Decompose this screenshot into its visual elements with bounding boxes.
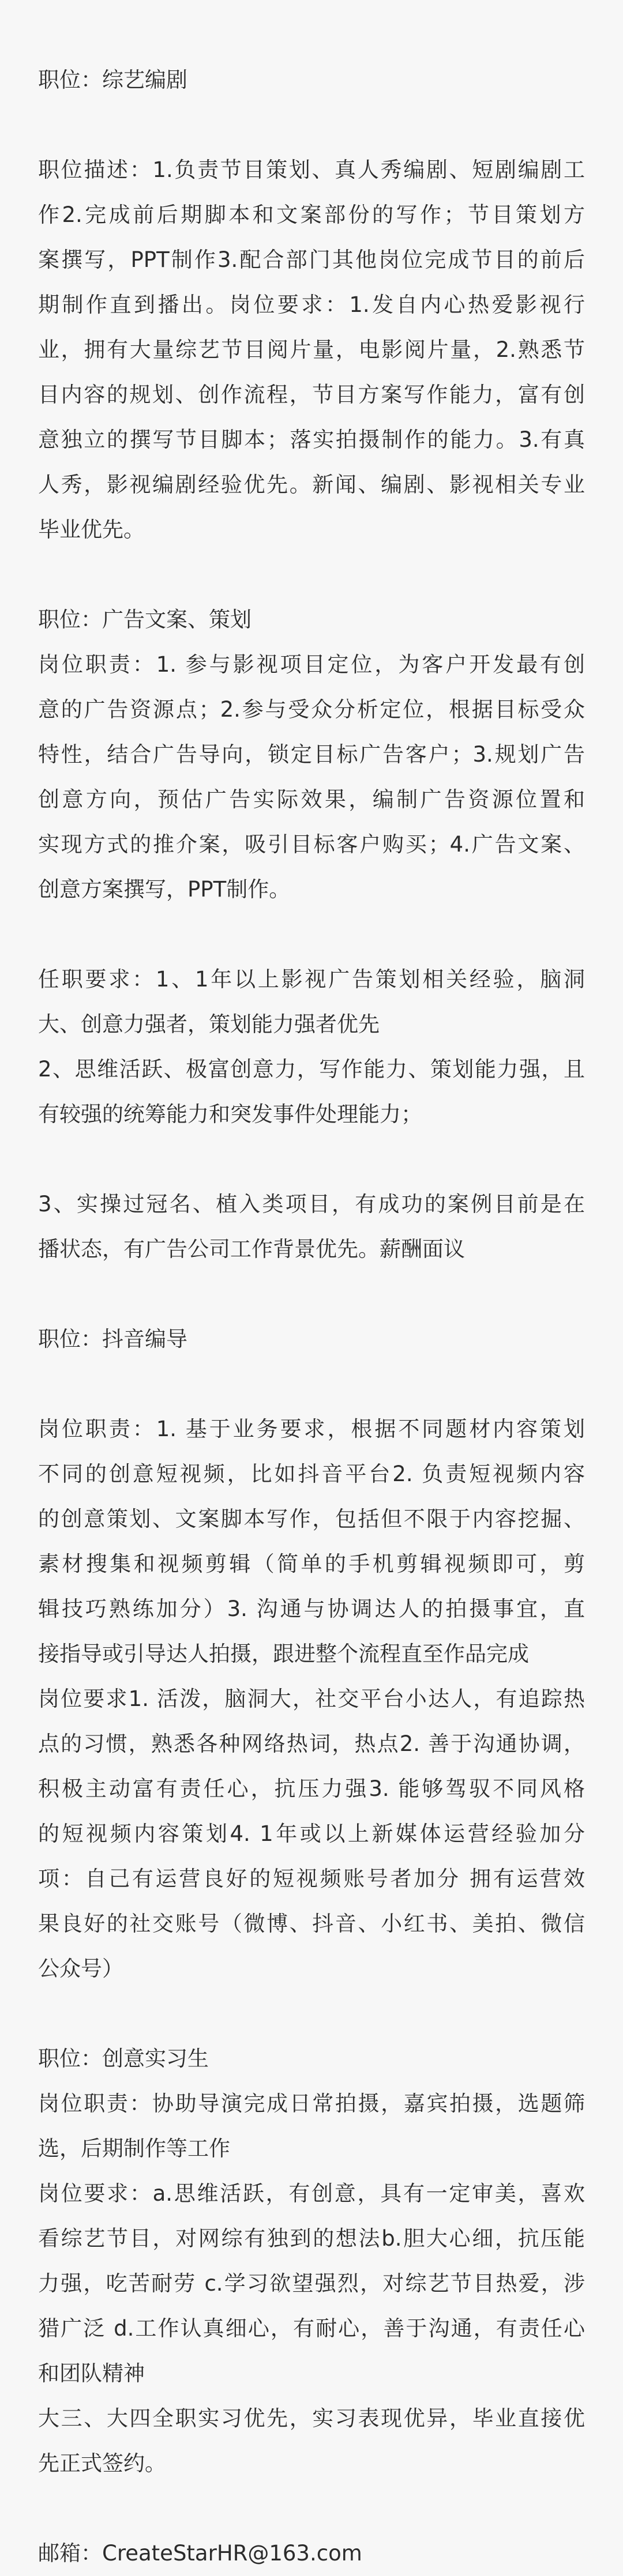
text-line: 案撰写，PPT制作3.配合部门其他岗位完成节目的前后 [38,247,585,272]
text-line: 岗位要求1. 活泼，脑洞大，社交平台小达人，有追踪热 [38,1686,585,1711]
text-line: 特性，结合广告导向，锁定目标广告客户；3.规划广告 [38,742,585,767]
text-line: 点的习惯，熟悉各种网络热词，热点2. 善于沟通协调， [38,1731,585,1756]
paragraph-gap [38,1272,585,1317]
text-line: 邮箱：CreateStarHR@163.com [38,2541,362,2566]
text-line: 职位：广告文案、策划 [38,607,252,632]
text-line: 猎广泛 d.工作认真细心，有耐心，善于沟通，有责任心 [38,2316,585,2341]
text-line: 职位：抖音编导 [38,1327,187,1351]
text-line: 创意方向，预估广告实际效果，编制广告资源位置和 [38,787,585,812]
text-line: 意独立的撰写节目脚本；落实拍摄制作的能力。3.有真 [38,427,585,452]
text-line: 果良好的社交账号（微博、抖音、小红书、美拍、微信 [38,1911,585,1936]
text-line: 岗位职责：1. 基于业务要求，根据不同题材内容策划 [38,1417,585,1441]
text-line: 公众号） [38,1956,123,1981]
text-line: 辑技巧熟练加分）3. 沟通与协调达人的拍摄事宜，直 [38,1596,585,1621]
paragraph-gap [38,2486,585,2531]
text-line: 期制作直到播出。岗位要求：1.发自内心热爱影视行 [38,292,585,317]
text-line: 职位：创意实习生 [38,2046,209,2071]
text-line: 岗位要求：a.思维活跃，有创意，具有一定审美，喜欢 [38,2181,585,2206]
text-line: 大三、大四全职实习优先，实习表现优异，毕业直接优 [38,2406,585,2431]
paragraph-gap [38,103,585,148]
text-line: 素材搜集和视频剪辑（简单的手机剪辑视频即可，剪 [38,1551,585,1576]
text-line: 选，后期制作等工作 [38,2136,230,2161]
text-line: 作2.完成前后期脚本和文案部份的写作；节目策划方 [38,202,585,227]
text-line: 积极主动富有责任心，抗压力强3. 能够驾驭不同风格 [38,1776,585,1801]
text-line: 项：自己有运营良好的短视频账号者加分 拥有运营效 [38,1866,585,1891]
paragraph-gap [38,912,585,957]
text-line: 力强，吃苦耐劳 c.学习欲望强烈，对综艺节目热爱，涉 [38,2271,585,2296]
text-line: 职位：综艺编剧 [38,67,187,92]
text-line: 的创意策划、文案脚本写作，包括但不限于内容挖掘、 [38,1507,585,1531]
text-line: 任职要求：1、1年以上影视广告策划相关经验，脑洞 [38,967,585,992]
text-line: 不同的创意短视频，比如抖音平台2. 负责短视频内容 [38,1462,585,1486]
text-line: 职位描述：1.负责节目策划、真人秀编剧、短剧编剧工 [38,157,585,182]
text-line: 毕业优先。 [38,517,145,542]
posting-text [38,58,585,2576]
text-line: 人秀，影视编剧经验优先。新闻、编剧、影视相关专业 [38,472,585,497]
text-line: 有较强的统筹能力和突发事件处理能力； [38,1102,422,1127]
paragraph-gap [38,1991,585,2036]
paragraph-gap [38,1137,585,1182]
text-line: 先正式签约。 [38,2451,166,2476]
paragraph-gap [38,552,585,597]
text-line: 播状态，有广告公司工作背景优先。薪酬面议 [38,1237,465,1261]
text-line: 岗位职责：协助导演完成日常拍摄，嘉宾拍摄，选题筛 [38,2091,585,2116]
paragraph-gap [38,1362,585,1407]
text-line: 意的广告资源点；2.参与受众分析定位，根据目标受众 [38,697,585,722]
text-line: 岗位职责：1. 参与影视项目定位，为客户开发最有创 [38,652,585,677]
text-line: 接指导或引导达人拍摄，跟进整个流程直至作品完成 [38,1641,529,1666]
text-line: 3、实操过冠名、植入类项目，有成功的案例目前是在 [38,1192,585,1217]
text-line: 业，拥有大量综艺节目阅片量，电影阅片量，2.熟悉节 [38,337,585,362]
text-line: 实现方式的推介案，吸引目标客户购买；4.广告文案、 [38,832,585,857]
text-line: 目内容的规划、创作流程，节目方案写作能力，富有创 [38,382,585,407]
text-line: 2、思维活跃、极富创意力，写作能力、策划能力强，且 [38,1057,585,1082]
text-line: 创意方案撰写，PPT制作。 [38,877,291,902]
text-line: 大、创意力强者，策划能力强者优先 [38,1012,380,1037]
text-line: 看综艺节目，对网综有独到的想法b.胆大心细，抗压能 [38,2226,585,2251]
text-line: 和团队精神 [38,2361,145,2386]
text-line: 的短视频内容策划4. 1年或以上新媒体运营经验加分 [38,1821,585,1846]
